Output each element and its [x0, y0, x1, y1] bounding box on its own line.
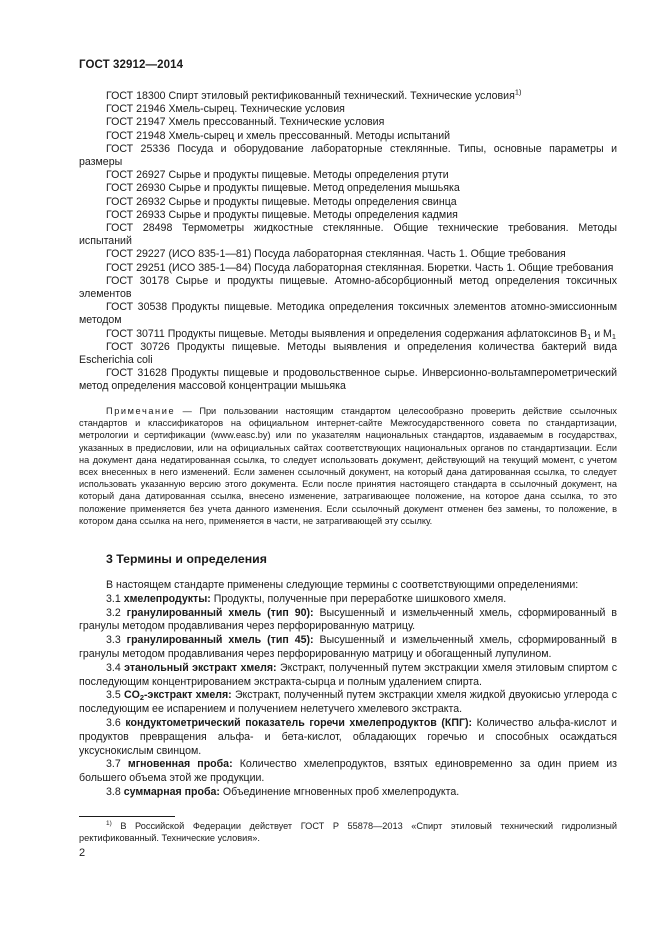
term-number: 3.5 [106, 689, 121, 702]
term-number: 3.4 [106, 661, 121, 674]
term-number: 3.6 [106, 716, 121, 729]
footnote-divider [79, 816, 175, 817]
term-definition [79, 607, 617, 635]
term-text: Продукты, полученные при переработке шишкового хмеля. [213, 592, 507, 605]
term-name: суммарная проба: [123, 785, 220, 798]
term-text: Высушенный и измельченный хмель, сформированный в гранулы методом продавливания через перфорированную матрицу. [79, 606, 617, 633]
term-definition [79, 786, 617, 800]
reference-item: ГОСТ 26933 Сырье и продукты пищевые. Методы определения кадмия [106, 208, 458, 221]
term-text: Объединение мгновенных проб хмелепродукта. [222, 785, 460, 798]
term-name: кондуктометрический показатель горечи хмелепродуктов (КПГ): [125, 716, 473, 729]
normative-references-list [79, 87, 617, 394]
reference-item: ГОСТ 25336 Посуда и оборудование лабораторные стеклянные. Типы, основные параметры и размеры [79, 142, 617, 169]
reference-item: ГОСТ 21948 Хмель-сырец и хмель прессованный. Методы испытаний [106, 129, 451, 142]
reference-item: ГОСТ 26932 Сырье и продукты пищевые. Методы определения свинца [106, 195, 457, 208]
term-text: Высушенный и измельченный хмель, сформированный в гранулы методом продавливания через перфорированную матрицу и обогащенный лупулином. [79, 634, 617, 660]
note-text: При пользовании настоящим стандартом целесообразно проверить действие ссылочных стандартов и классификаторов на официальном интернет-сайте Межгосударственного совета по стандартизации, метрологии и сертификации (www.easc.by) или по указателям национальных стандартов, издаваемым в государствах, указанных в предисловии, или на официальных сайтах соответствующих национальных органов по стандартизации. Если на документ дана недатированная ссылка, то следует использовать документ, действующий на текущий момент, с учетом всех внесенных в него изменений. Если заменен ссылочный документ, на который дана датированная ссылка, то следует использовать указанную версию этого документа. Если после принятия настоящего стандарта в ссылочный документ, на который дана датированная ссылка, внесено изменение, затрагивающее положение, на которое дана ссылка, то это положение применяется без учета данного изменения. Если ссылочный документ отменен без замены, то положение, в котором дана ссылка на него, применяется в части, не затрагивающей эту ссылку. [79, 406, 617, 526]
term-definition [79, 717, 617, 758]
footnote-marker: 1) [514, 87, 522, 97]
reference-item: ГОСТ 18300 Спирт этиловый ректификованный технический. Технические условия$^{1)}$ [106, 87, 522, 102]
term-definition [79, 689, 617, 717]
term-text: Количество хмелепродуктов, взятых единовременно за один прием из большего объема этой же продукции. [79, 758, 617, 785]
section-heading: 3 Термины и определения [106, 552, 267, 566]
term-name: $CO_2$-экстракт хмеля: [123, 689, 232, 703]
reference-item: ГОСТ 21947 Хмель прессованный. Технические условия [106, 116, 385, 129]
reference-item: ГОСТ 31628 Продукты пищевые и продовольственное сырье. Инверсионно-вольтамперометрический метод определения массовой концентрации мышьяка [79, 367, 617, 393]
term-name: гранулированный хмель (тип 45): [126, 634, 314, 647]
document-header: ГОСТ 32912—2014 [79, 59, 184, 71]
reference-item: ГОСТ 26930 Сырье и продукты пищевые. Метод определения мышьяка [106, 182, 460, 195]
section-intro: В настоящем стандарте применены следующие термины с соответствующими определениями: [106, 579, 579, 591]
note-paragraph: Примечание — При пользовании настоящим стандартом целесообразно проверить действие ссылочных стандартов и классификаторов на официальном интернет-сайте Межгосударственного совета по стандартизации, метрологии и сертификации (www.easc.by) или по указателям национальных стандартов, издаваемым в государствах, указанных в предисловии, или на официальных сайтах соответствующих национальных органов по стандартизации. Если на документ дана недатированная ссылка, то следует использовать документ, действующий на текущий момент, с учетом всех внесенных в него изменений. Если заменен ссылочный документ, на который дана датированная ссылка, то следует использовать указанную версию этого документа. Если после принятия настоящего стандарта в ссылочный документ, на который дана датированная ссылка, внесено изменение, затрагивающее положение, на которое дана ссылка, то это положение применяется без учета данного изменения. Если ссылочный документ отменен без замены, то положение, в котором дана ссылка на него, применяется в части, не затрагивающей эту ссылку. [79, 406, 617, 526]
term-definition [79, 593, 617, 607]
term-text: Экстракт, полученный путем экстракции хмеля жидкой двуокисью углерода с последующим ее испарением и получением нелетучего хмелевого экстракта. [79, 689, 618, 716]
term-text: Экстракт, полученный путем экстракции хмеля этиловым спиртом с последующим концентрированием экстракта-сырца и полным удалением спирта. [79, 661, 617, 688]
section-terms [79, 552, 617, 800]
term-number: 3.1 [106, 592, 121, 605]
page-number: 2 [79, 847, 86, 859]
reference-item: ГОСТ 30178 Сырье и продукты пищевые. Атомно-абсорбционный метод определения токсичных элементов [79, 274, 617, 301]
reference-item: ГОСТ 29227 (ИСО 835-1—81) Посуда лабораторная стеклянная. Часть 1. Общие требования [106, 248, 566, 261]
term-name: гранулированный хмель (тип 90): [126, 606, 314, 619]
term-number: 3.3 [106, 634, 121, 647]
terms-list [79, 593, 617, 800]
term-number: 3.2 [106, 606, 121, 619]
term-name: этанольный экстракт хмеля: [124, 661, 277, 674]
footnote-marker: 1) [106, 819, 112, 827]
reference-item: ГОСТ 29251 (ИСО 385-1—84) Посуда лабораторная стеклянная. Бюретки. Часть 1. Общие требования [106, 261, 614, 274]
reference-item: ГОСТ 28498 Термометры жидкостные стеклянные. Общие технические требования. Методы испытаний [79, 222, 617, 248]
term-number: 3.8 [106, 785, 121, 798]
reference-item: ГОСТ 21946 Хмель-сырец. Технические условия [106, 103, 345, 116]
term-name: мгновенная проба: [127, 758, 233, 771]
reference-item: ГОСТ 30711 Продукты пищевые. Методы выявления и определения содержания афлатоксинов $B_1$ и $M_1$ [106, 327, 617, 341]
note-label: Примечание [106, 406, 176, 416]
term-definition [79, 758, 617, 786]
reference-item: ГОСТ 30538 Продукты пищевые. Методика определения токсичных элементов атомно-эмиссионным методом [79, 301, 617, 327]
footnote [79, 820, 617, 845]
term-name: хмелепродукты: [123, 592, 211, 605]
term-number: 3.7 [106, 758, 121, 771]
reference-item: ГОСТ 26927 Сырье и продукты пищевые. Методы определения ртути [106, 169, 449, 182]
footnote-text: В Российской Федерации действует ГОСТ Р 55878—2013 «Спирт этиловый технический гидролизный ректификованный. Технические условия». [79, 821, 617, 844]
term-definition [79, 634, 617, 662]
term-text: Количество альфа-кислот и продуктов превращения альфа- и бета-кислот, обладающих горечью и способных осаждаться уксуснокислым свинцом. [79, 716, 617, 757]
reference-item: ГОСТ 30726 Продукты пищевые. Методы выявления и определения количества бактерий вида Escherichia coli [79, 340, 617, 367]
term-definition [79, 662, 617, 690]
